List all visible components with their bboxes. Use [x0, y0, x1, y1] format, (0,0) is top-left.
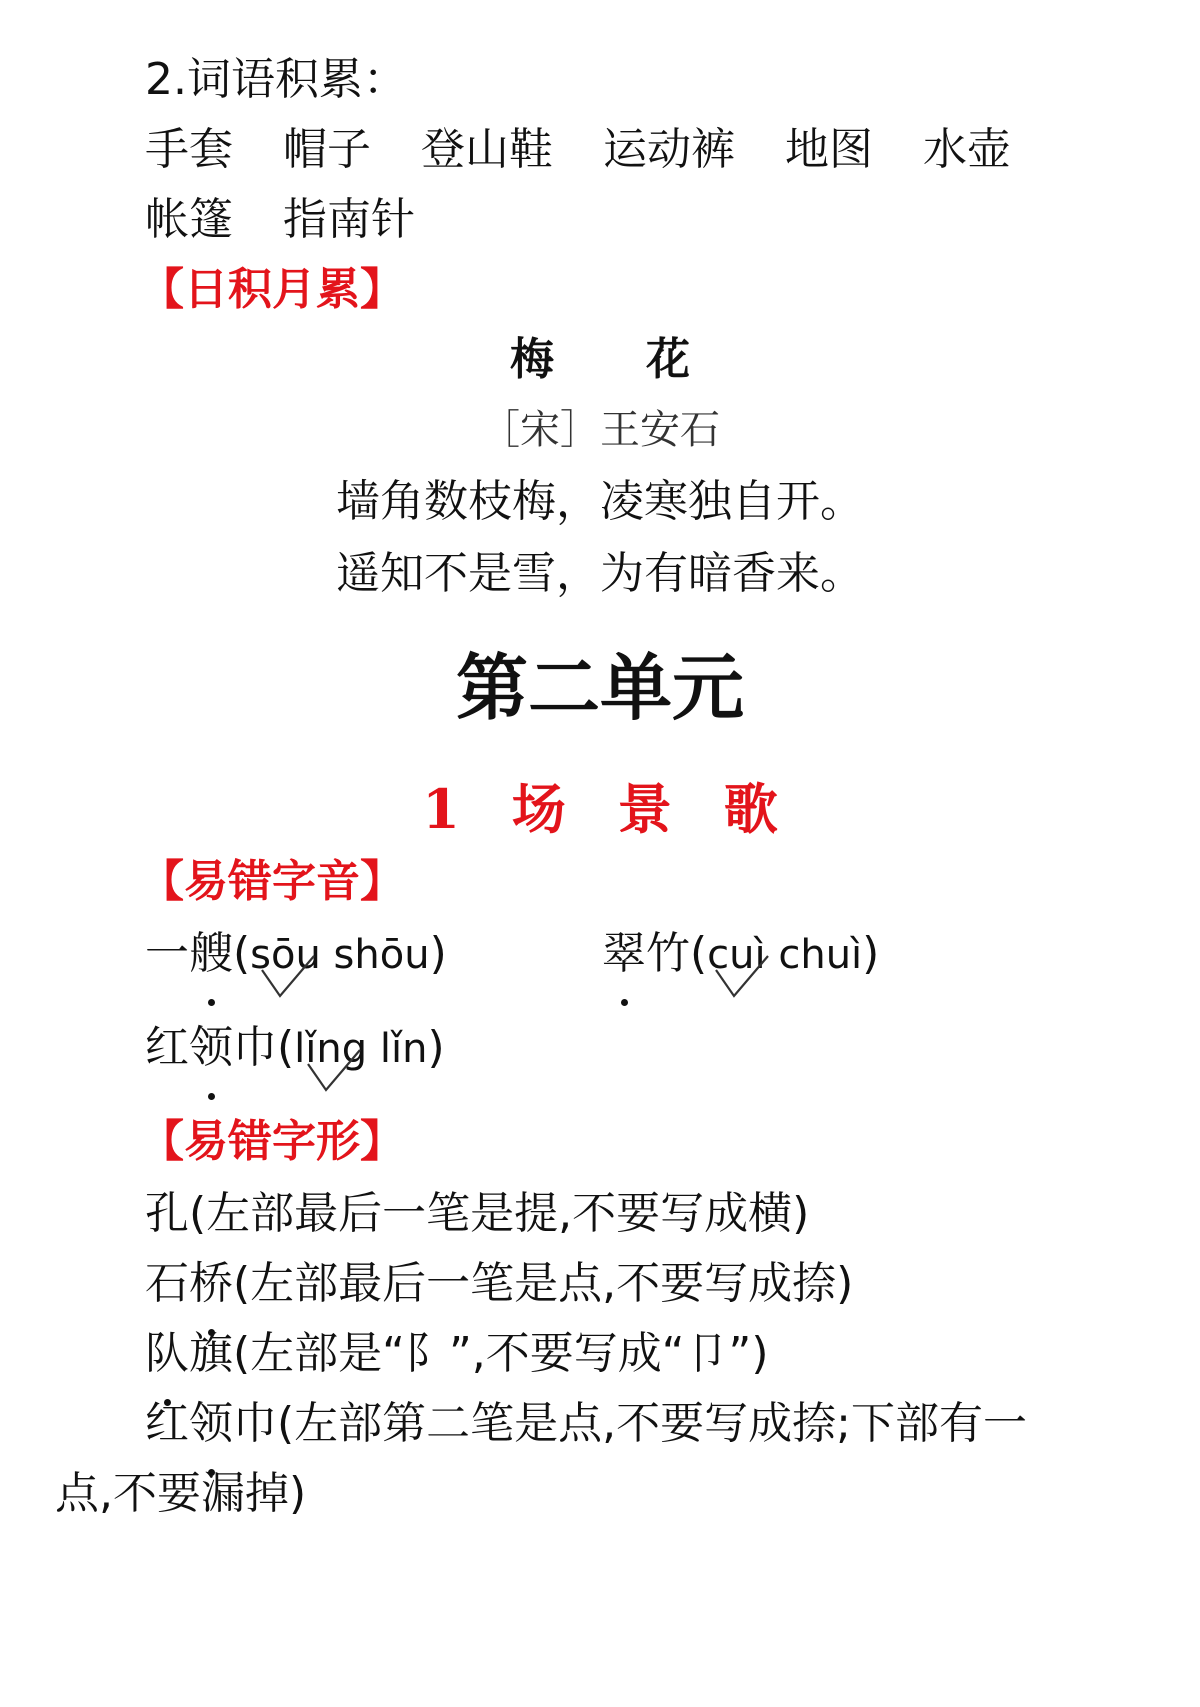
word-text: 巾	[233, 1022, 277, 1073]
paren-open: (	[233, 928, 251, 979]
pinyin-options: sōu shōu	[250, 932, 430, 978]
word-text: 竹	[646, 928, 690, 979]
dotted-char	[189, 928, 233, 979]
poem-title	[0, 334, 1200, 385]
glyph-note: 巾(左部第二笔是点,不要写成捺;下部有一	[233, 1398, 1027, 1449]
glyph-note: (左部最后一笔是提,不要写成横)	[189, 1188, 810, 1239]
glyph-item	[145, 1188, 810, 1239]
pinyin-options: cuì chuì	[707, 932, 863, 978]
vocab-word: 登山鞋	[421, 124, 553, 175]
lesson-title-char: 景	[617, 777, 672, 841]
glyph-note: (左部最后一笔是点,不要写成捺)	[233, 1258, 854, 1309]
paren-open: (	[690, 928, 708, 979]
pronunciation-item	[145, 1022, 445, 1073]
word-text: 一	[145, 928, 189, 979]
glyph-item	[145, 1328, 769, 1379]
daily-heading: 【日积月累】	[140, 264, 404, 315]
poem-title-char: 花	[646, 334, 690, 385]
dotted-char	[145, 1328, 189, 1379]
paren-close: )	[862, 928, 880, 979]
vocab-word: 水壶	[923, 124, 1011, 175]
vocab-row-1	[145, 124, 1011, 175]
glyph-item	[145, 1398, 1027, 1449]
poem-line-1: 墙角数枝梅，凌寒独自开。	[336, 476, 864, 527]
dotted-char	[189, 1398, 233, 1449]
pinyin-options: lǐng lǐn	[294, 1026, 428, 1072]
glyph-char-text: 孔	[145, 1188, 189, 1239]
glyphs-heading: 【易错字形】	[140, 1116, 404, 1167]
poem-title-char: 梅	[510, 334, 554, 385]
dotted-char-text: 翠	[602, 928, 646, 979]
vocab-word: 运动裤	[603, 124, 735, 175]
paren-close: )	[429, 928, 447, 979]
vocab-word: 地图	[785, 124, 873, 175]
poem-author: ［宋］王安石	[480, 407, 720, 453]
glyph-note: 旗(左部是“阝”,不要写成“卩”)	[189, 1328, 769, 1379]
vocab-word: 帽子	[283, 124, 371, 175]
dotted-char-text: 领	[189, 1022, 233, 1073]
dotted-char-text: 艘	[189, 928, 233, 979]
dotted-char	[189, 1258, 233, 1309]
glyph-prefix: 石	[145, 1258, 189, 1309]
lesson-title-char: 场	[511, 777, 566, 841]
vocab-word: 指南针	[283, 194, 415, 245]
lesson-title-char: 歌	[723, 777, 778, 841]
pronunciation-heading: 【易错字音】	[140, 856, 404, 907]
emphasis-dot	[208, 1093, 215, 1100]
check-icon	[258, 952, 318, 1002]
vocab-heading: 2.词语积累：	[145, 54, 407, 105]
dotted-char	[189, 1022, 233, 1073]
dotted-char-text: 领	[189, 1398, 233, 1449]
emphasis-dot	[621, 999, 628, 1006]
dotted-char	[602, 928, 646, 979]
poem-line-2: 遥知不是雪，为有暗香来。	[336, 548, 864, 599]
glyph-item	[145, 1258, 854, 1309]
lesson-number: 1	[422, 777, 460, 841]
vocab-word: 帐篷	[145, 194, 233, 245]
glyph-prefix: 红	[145, 1398, 189, 1449]
glyph-char	[145, 1188, 189, 1239]
paren-close: )	[427, 1022, 445, 1073]
glyph-continuation: 点,不要漏掉)	[55, 1468, 307, 1519]
word-text: 红	[145, 1022, 189, 1073]
paren-open: (	[277, 1022, 295, 1073]
dotted-char-text: 桥	[189, 1258, 233, 1309]
dotted-char-text: 队	[145, 1328, 189, 1379]
check-icon	[712, 952, 772, 1002]
unit-title: 第二单元	[455, 646, 744, 730]
vocab-word: 手套	[145, 124, 233, 175]
emphasis-dot	[208, 999, 215, 1006]
vocab-row-2	[145, 194, 465, 245]
lesson-title	[0, 777, 1200, 841]
check-icon	[304, 1046, 364, 1096]
